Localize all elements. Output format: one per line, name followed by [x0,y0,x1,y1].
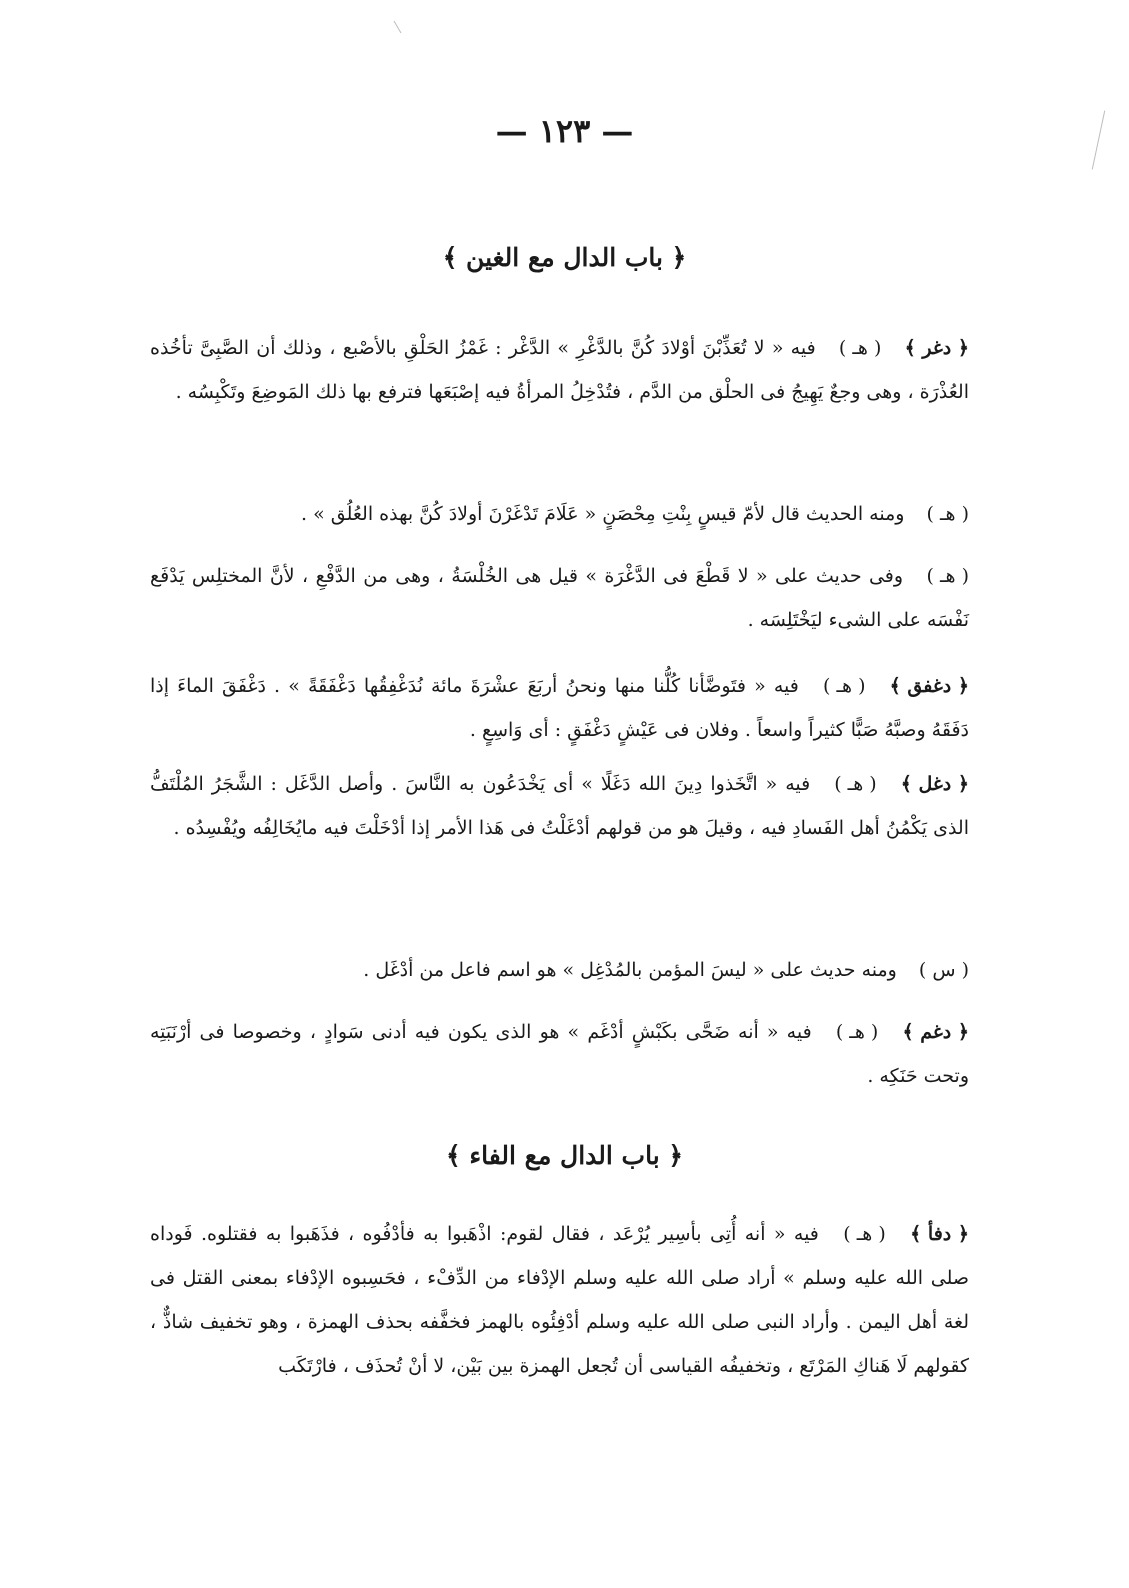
entry-paragraph [150,492,969,536]
entry-paragraph [150,1212,969,1388]
source-mark: ( هـ ) [926,503,969,525]
entry-root: ﴿ دفأ ﴾ [910,1223,969,1245]
section-title: ﴿ باب الدال مع الغين ﴾ [442,243,687,272]
source-mark: ( هـ ) [823,675,866,697]
source-mark: ( هـ ) [834,773,877,795]
entry-text: فيه « اتَّخَذوا دِينَ الله دَغَلًا » أى يَخْدَعُون به النَّاسَ . وأصل الدَّغَل : الشَّجَرُ المُلْتَفُّ الذى يَكْمُنُ أهل الفَسادِ فيه ، وقيلَ هو من قولهم أدْغَلْتُ فى هَذا الأمر إذا أدْخَلْتَ فيه مايُخَالِفُه ويُفْسِدُه . [150,773,969,839]
entry-paragraph [150,554,969,642]
entry-paragraph [150,326,969,414]
entry-text: وفى حديث على « لا قَطْعَ فى الدَّغْرَة » قيل هى الخُلْسَةُ ، وهى من الدَّفْعِ ، لأنَّ المختلِس يَدْفَع نَفْسَه على الشىء ليَخْتَلِسَه . [150,565,969,631]
source-mark: ( س ) [918,959,969,981]
entry-paragraph [150,664,969,752]
source-mark: ( هـ ) [835,1021,879,1043]
entry-paragraph [150,762,969,850]
page-number: — ١٢٣ — [495,112,634,150]
section-title: ﴿ باب الدال مع الفاء ﴾ [446,1141,683,1170]
entry-paragraph [150,1010,969,1098]
entry-text: فيه « فتَوضَّأنا كُلُّنا منها ونحنُ أربَعَ عشْرَةَ مائة نُدَغْفِقُها دَغْفَقَةً » . دَغْفَقَ الماءَ إذا دَفَقَهُ وصبَّهُ صَبًّا كثيراً واسعاً . وفلان فى عَيْشٍ دَغْفَقٍ : أى وَاسِعٍ . [150,675,969,741]
source-mark: ( هـ ) [926,565,969,587]
entry-root: ﴿ دغر ﴾ [904,337,969,359]
entry-paragraph [150,948,969,992]
entry-text: ومنه الحديث قال لأمّ قيسٍ بِنْتِ مِحْصَنٍ « عَلَامَ تَدْغَرْنَ أولادَ كُنَّ بهذه العُلُق » . [300,503,905,525]
source-mark: ( هـ ) [843,1223,886,1245]
scan-artifact [394,21,402,34]
source-mark: ( هـ ) [838,337,882,359]
entry-text: فيه « لا تُعَذِّبْنَ أوْلادَ كُنَّ بالدَّغْرِ » الدَّغْر : غَمْزُ الحَلْقِ بالأصْبع ، وذلك أن الصَّبِىَّ تأخُذه العُذْرَة ، وهى وجعٌ يَهِيجُ فى الحلْق من الدَّم ، فتُدْخِلُ المرأةُ فيه إصْبَعَها فترفع بها ذلك المَوضِعَ وتَكْبِسُه . [150,337,969,403]
entry-root: ﴿ دغم ﴾ [902,1021,969,1043]
entry-root: ﴿ دغفق ﴾ [889,675,969,697]
entry-text: فيه « أنه ضَحَّى بكَبْشٍ أدْغَم » هو الذى يكون فيه أدنى سَوادٍ ، وخصوصا فى أرْنَبَتِه وتحت حَنَكِه . [150,1021,969,1087]
entry-root: ﴿ دغل ﴾ [900,773,969,795]
entry-text: ومنه حديث على « ليسَ المؤمن بالمُدْغِل » هو اسم فاعل من أدْغَل . [363,959,897,981]
entry-text: فيه « أنه أُتِى بأسِير يُرْعَد ، فقال لقوم: اذْهَبوا به فأدْفُوه ، فذَهَبوا به فقتلوه. فَوداه صلى الله عليه وسلم » أراد صلى الله عليه وسلم الإدْفاء من الدِّفْء ، فحَسِبوه الإدْفاء بمعنى القتل فى لغة أهل اليمن . وأراد النبى صلى الله عليه وسلم أدْفِئُوه بالهمز فخفَّفه بحذف الهمزة ، وهو تخفيف شاذٌّ ، كقولهم لَا هَناكِ المَرْتَع ، وتخفيفُه القياسى أن تُجعل الهمزة بين بَيْن، لا أنْ تُحذَف ، فارْتَكَب [150,1223,969,1377]
